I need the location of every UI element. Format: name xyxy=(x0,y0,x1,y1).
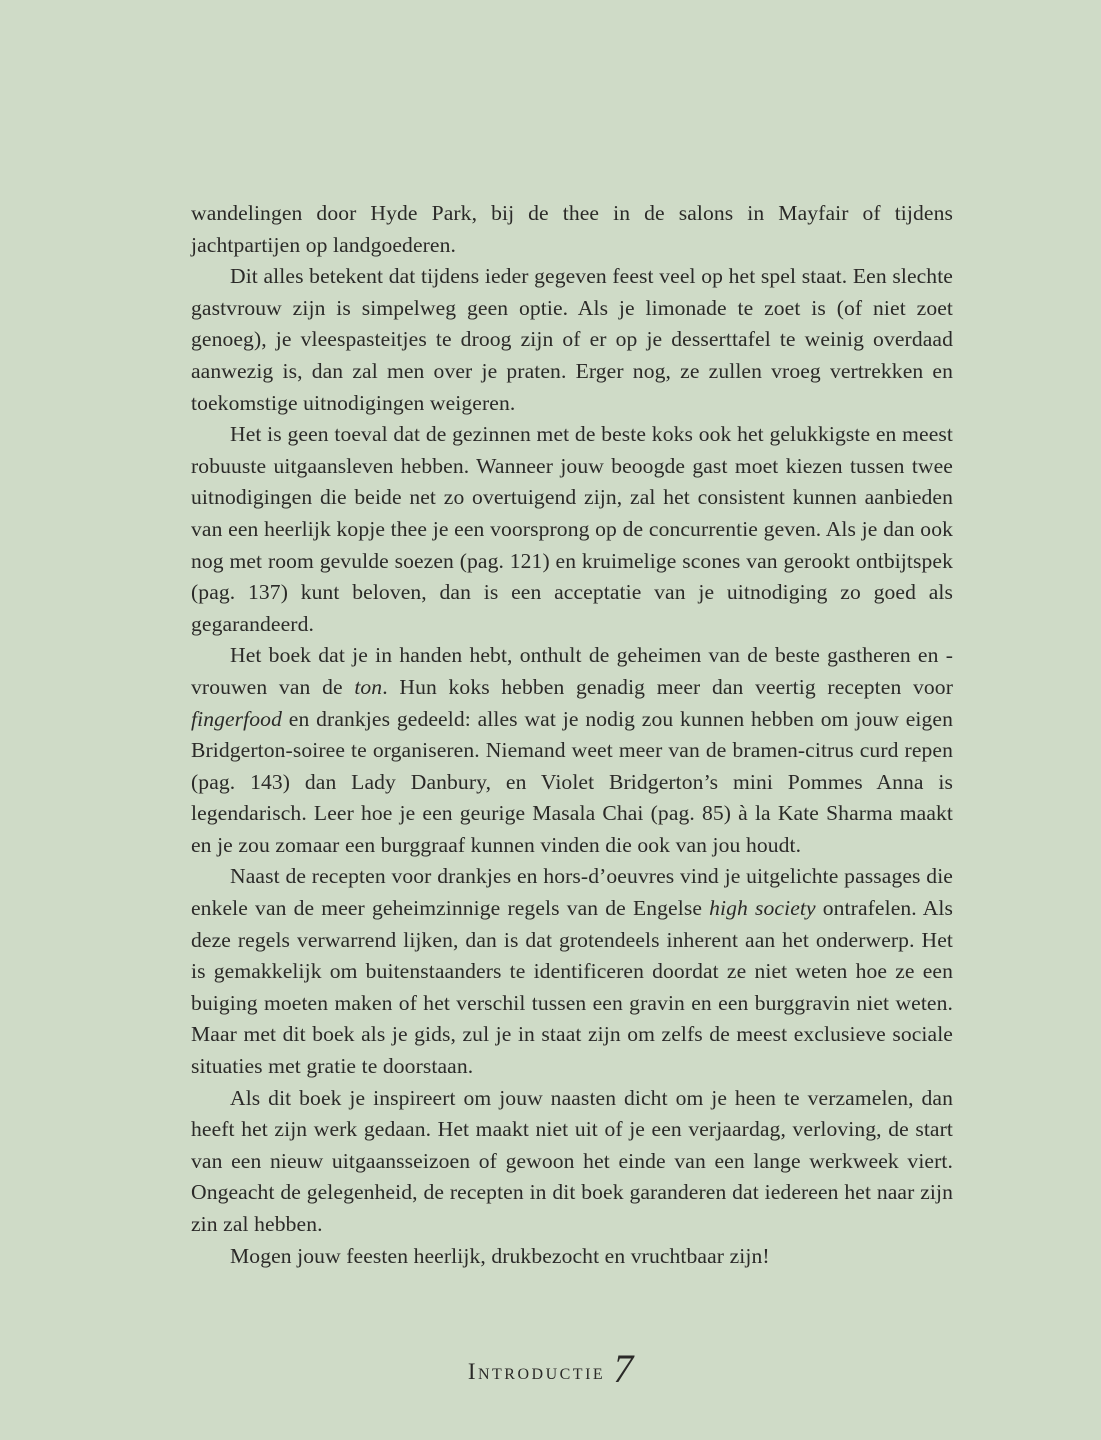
paragraph-4-part-b: . Hun koks hebben genadig meer dan veertig recepten voor xyxy=(382,674,953,699)
running-head: Introductie xyxy=(467,1359,606,1384)
paragraph-1: wandelingen door Hyde Park, bij de thee in de salons in Mayfair of tijdens jachtpartijen op landgoederen. xyxy=(191,201,953,257)
paragraph-4 xyxy=(191,640,953,861)
paragraph-7: Mogen jouw feesten heerlijk, drukbezocht en vruchtbaar zijn! xyxy=(230,1243,770,1268)
italic-term-fingerfood: fingerfood xyxy=(191,706,282,731)
paragraph-5 xyxy=(191,861,953,1082)
paragraph-5-part-a: Naast de recepten voor drankjes en hors-d’oeuvres vind je uitgelichte passages die enkele van de meer geheimzinnige regels van de Engelse xyxy=(191,864,953,921)
paragraph-3: Het is geen toeval dat de gezinnen met de beste koks ook het gelukkigste en meest robuuste uitgaansleven hebben. Wanneer jouw beoogde gast moet kiezen tussen twee uitnodigingen die beide net zo overtuigend zijn, zal het consistent kunnen aanbieden van een heerlijk kopje thee je een voorsprong op de concurrentie geven. Als je dan ook nog met room gevulde soezen (pag. 121) en kruimelige scones van gerookt ontbijtspek (pag. 137) kunt beloven, dan is een acceptatie van je uitnodiging zo goed als gegarandeerd. xyxy=(191,422,953,636)
paragraph-2: Dit alles betekent dat tijdens ieder gegeven feest veel op het spel staat. Een slechte gastvrouw zijn is simpelweg geen optie. Als je limonade te zoet is (of niet zoet genoeg), je vleespasteitjes te droog zijn of er op je desserttafel te weinig overdaad aanwezig is, dan zal men over je praten. Erger nog, ze zullen vroeg vertrekken en toekomstige uitnodigingen weigeren. xyxy=(191,264,953,415)
page-number: 7 xyxy=(613,1346,634,1391)
paragraph-4-part-c: en drankjes gedeeld: alles wat je nodig zou kunnen hebben om jouw eigen Bridgerton-soiree te organiseren. Niemand weet meer van de bramen-citrus curd repen (pag. 143) dan Lady Danbury, en Violet Bridgerton’s mini Pommes Anna is legendarisch. Leer hoe je een geurige Masala Chai (pag. 85) à la Kate Sharma maakt en je zou zomaar een burggraaf kunnen vinden die ook van jou houdt. xyxy=(191,706,953,857)
paragraph-6: Als dit boek je inspireert om jouw naasten dicht om je heen te verzamelen, dan heeft het zijn werk gedaan. Het maakt niet uit of je een verjaardag, verloving, de start van een nieuw uitgaansseizoen of gewoon het einde van een lange werkweek viert. Ongeacht de gelegenheid, de recepten in dit boek garanderen dat iedereen het naar zijn zin zal hebben. xyxy=(191,1085,953,1236)
italic-term-high-society: high society xyxy=(709,896,816,921)
paragraph-5-part-b: ontrafelen. Als deze regels verwarrend lijken, dan is dat grotendeels inherent aan het onderwerp. Het is gemakkelijk om buitenstaanders te identificeren doordat ze niet weten hoe ze een buiging moeten maken of het verschil tussen een gravin en een burggravin niet weten. Maar met dit boek als je gids, zul je in staat zijn om zelfs de meest exclusieve sociale situaties met gratie te doorstaan. xyxy=(191,896,953,1079)
page-footer xyxy=(0,1345,1101,1392)
paragraph-4-part-a: Het boek dat je in handen hebt, onthult de geheimen van de beste gastheren en -vrouwen van de xyxy=(191,643,953,699)
body-text xyxy=(191,198,953,1272)
italic-term-ton: ton xyxy=(354,674,383,699)
